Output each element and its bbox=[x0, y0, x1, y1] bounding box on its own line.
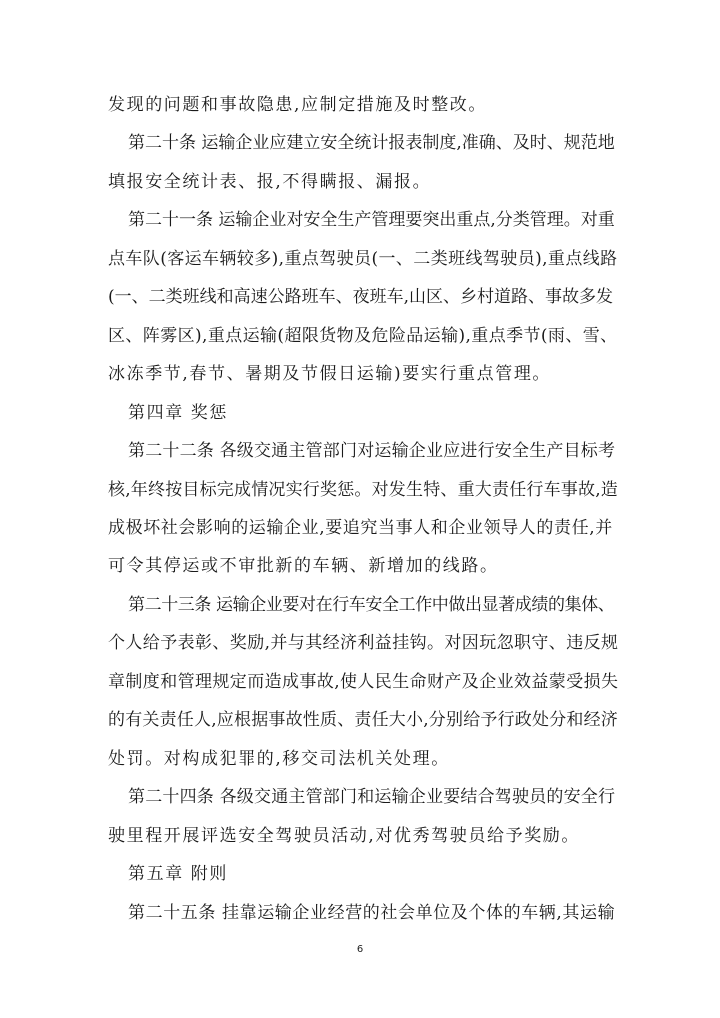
text-line: 填报安全统计表、报,不得瞒报、漏报。 bbox=[108, 172, 432, 192]
article-22-line: 第二十二条 各级交通主管部门对运输企业应进行安全生产目标考 bbox=[128, 441, 616, 461]
text-line: 核,年终按目标完成情况实行奖惩。对发生特、重大责任行车事故,造 bbox=[108, 480, 619, 500]
chapter-4-heading: 第四章 奖惩 bbox=[128, 403, 229, 423]
text-line: 处罚。对构成犯罪的,移交司法机关处理。 bbox=[108, 749, 450, 769]
text-line: 章制度和管理规定而造成事故,使人民生命财产及企业效益蒙受损失 bbox=[108, 672, 619, 692]
chapter-5-heading: 第五章 附则 bbox=[128, 864, 229, 884]
text-line: 成极坏社会影响的运输企业,要追究当事人和企业领导人的责任,并 bbox=[108, 518, 613, 538]
text-line: 发现的问题和事故隐患,应制定措施及时整改。 bbox=[108, 95, 488, 115]
text-line: 区、阵雾区),重点运输(超限货物及危险品运输),重点季节(雨、雪、 bbox=[108, 326, 618, 346]
text-line: 冰冻季节,春节、暑期及节假日运输)要实行重点管理。 bbox=[108, 364, 552, 384]
article-21-line: 第二十一条 运输企业对安全生产管理要突出重点,分类管理。对重 bbox=[128, 210, 615, 230]
text-line: 驶里程开展评选安全驾驶员活动,对优秀驾驶员给予奖励。 bbox=[108, 826, 581, 846]
page-number: 6 bbox=[356, 944, 364, 955]
article-23-line: 第二十三条 运输企业要对在行车安全工作中做出显著成绩的集体、 bbox=[128, 595, 615, 615]
text-line: 可令其停运或不审批新的车辆、新增加的线路。 bbox=[108, 556, 499, 576]
text-line: (一、二类班线和高速公路班车、夜班车,山区、乡村道路、事故多发 bbox=[108, 287, 614, 307]
article-25-line: 第二十五条 挂靠运输企业经营的社会单位及个体的车辆,其运输 bbox=[128, 903, 616, 923]
article-20-line: 第二十条 运输企业应建立安全统计报表制度,准确、及时、规范地 bbox=[128, 133, 615, 153]
text-line: 点车队(客运车辆较多),重点驾驶员(一、二类班线驾驶员),重点线路 bbox=[108, 249, 618, 269]
text-line: 个人给予表彰、奖励,并与其经济利益挂钩。对因玩忽职守、违反规 bbox=[108, 633, 619, 653]
article-24-line: 第二十四条 各级交通主管部门和运输企业要结合驾驶员的安全行 bbox=[128, 787, 616, 807]
text-line: 的有关责任人,应根据事故性质、责任大小,分别给予行政处分和经济 bbox=[108, 710, 619, 730]
